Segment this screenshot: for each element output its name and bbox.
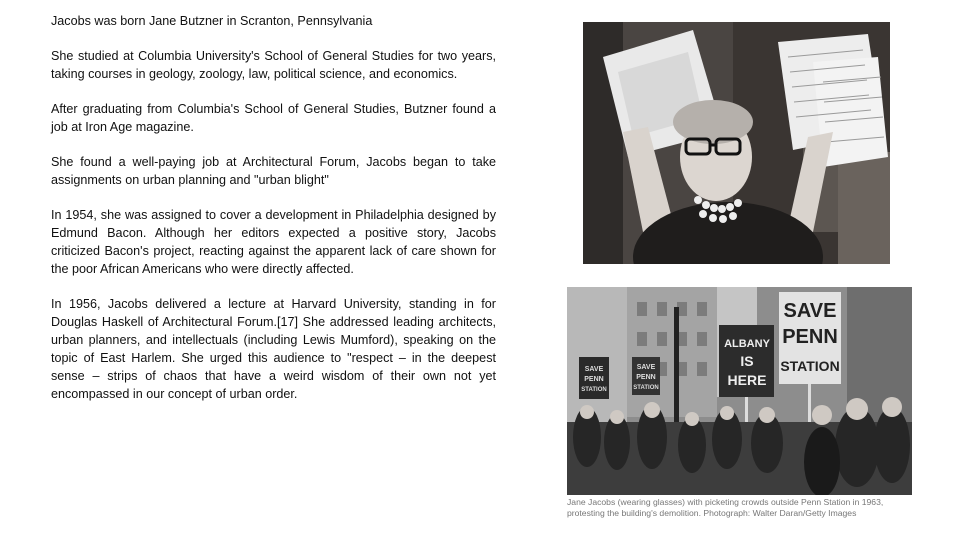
paragraph-architectural-forum: She found a well-paying job at Architectural Forum, Jacobs began to take assignments on urban planning and "urban blight" <box>51 155 496 187</box>
sign-albany-line3: HERE <box>727 372 767 388</box>
sign-small-mid-line2: PENN <box>636 374 656 381</box>
sign-albany-line1: ALBANY <box>724 338 770 350</box>
photo-jacobs-holding-papers-drawing <box>583 22 890 264</box>
photo-penn-station-protest-drawing <box>567 287 912 495</box>
photo-jacobs-holding-papers <box>583 22 890 264</box>
photo-penn-station-protest <box>567 287 912 495</box>
paragraph-1954-philadelphia: In 1954, she was assigned to cover a development in Philadelphia designed by Edmund Bacon. Although her editors expected a positive story, Jacobs criticized Bacon's project, reacting against the apparent lack of care shown for the poor African Americans who were directly affected. <box>51 208 496 276</box>
paragraph-iron-age: After graduating from Columbia's School of General Studies, Butzner found a job at Iron Age magazine. <box>51 102 496 134</box>
sign-small-mid-line1: SAVE <box>636 364 656 371</box>
sign-small-left-line2: PENN <box>584 376 604 383</box>
sign-save-penn-line1: SAVE <box>783 300 837 322</box>
sign-save-penn-line2: PENN <box>782 326 838 348</box>
sign-small-left-line1: SAVE <box>584 366 604 373</box>
paragraph-education: She studied at Columbia University's School of General Studies for two years, taking courses in geology, zoology, law, political science, and economics. <box>51 49 496 81</box>
paragraph-birth: Jacobs was born Jane Butzner in Scranton, Pennsylvania <box>51 14 373 28</box>
photo-caption: Jane Jacobs (wearing glasses) with picketing crowds outside Penn Station in 1963, protesting the building's demolition. Photograph: Walter Daran/Getty Images <box>567 497 884 518</box>
sign-small-mid-line3: STATION <box>633 385 659 391</box>
text-column <box>51 12 496 420</box>
sign-small-left-line3: STATION <box>581 387 607 393</box>
sign-save-penn-line3: STATION <box>780 358 840 374</box>
paragraph-1956-harvard-lecture: In 1956, Jacobs delivered a lecture at Harvard University, standing in for Douglas Haskell of Architectural Forum.[17] She addressed leading architects, urban planners, and intellectuals (including Lewis Mumford), speaking on the topic of East Harlem. She urged this audience to "respect – in the deepest sense – strips of chaos that have a weird wisdom of their own not yet encompassed in our concept of urban order. <box>51 297 496 401</box>
sign-albany-line2: IS <box>740 353 754 369</box>
